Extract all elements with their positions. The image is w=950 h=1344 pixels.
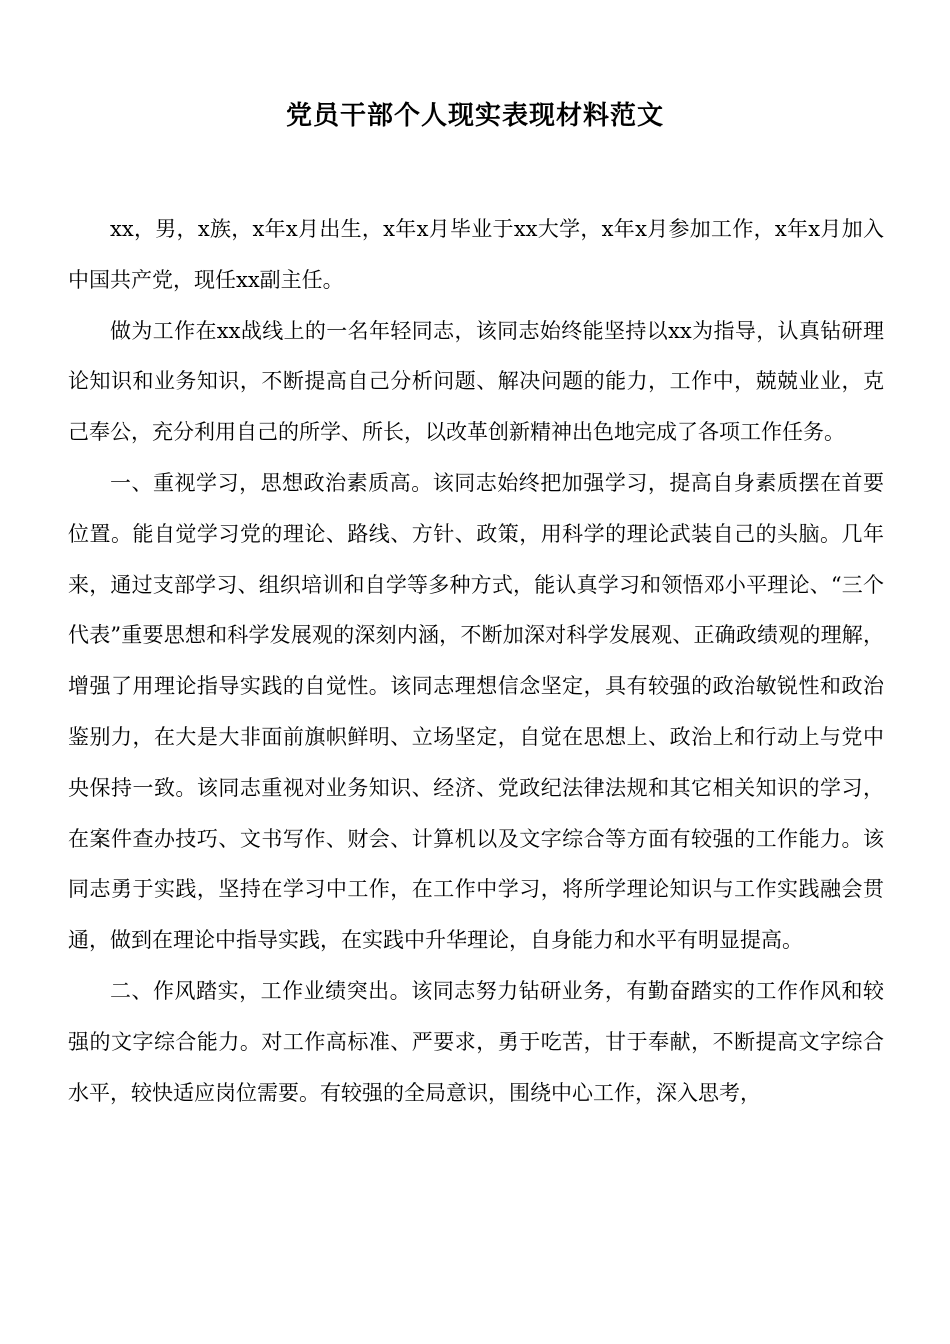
paragraph-work-style: 二、作风踏实，工作业绩突出。该同志努力钻研业务，有勤奋踏实的工作作风和较强的文字综合能力。对工作高标准、严要求，勇于吃苦，甘于奉献，不断提高文字综合水平，较快适应岗位需要。有较强的全局意识，围绕中心工作，深入思考， [68, 978, 884, 1105]
document-body [68, 204, 884, 1118]
paragraph-overview: 做为工作在xx战线上的一名年轻同志，该同志始终能坚持以xx为指导，认真钻研理论知识和业务知识，不断提高自己分析问题、解决问题的能力，工作中，兢兢业业，克己奉公，充分利用自己的所学、所长，以改革创新精神出色地完成了各项工作任务。 [68, 318, 884, 445]
paragraph-study: 一、重视学习，思想政治素质高。该同志始终把加强学习，提高自身素质摆在首要位置。能自觉学习党的理论、路线、方针、政策，用科学的理论武装自己的头脑。几年来，通过支部学习、组织培训和自学等多种方式，能认真学习和领悟邓小平理论、“三个代表”重要思想和科学发展观的深刻内涵，不断加深对科学发展观、正确政绩观的理解，增强了用理论指导实践的自觉性。该同志理想信念坚定，具有较强的政治敏锐性和政治鉴别力，在大是大非面前旗帜鲜明、立场坚定，自觉在思想上、政治上和行动上与党中央保持一致。该同志重视对业务知识、经济、党政纪法律法规和其它相关知识的学习，在案件查办技巧、文书写作、财会、计算机以及文字综合等方面有较强的工作能力。该同志勇于实践，坚持在学习中工作，在工作中学习，将所学理论知识与工作实践融会贯通，做到在理论中指导实践，在实践中升华理论，自身能力和水平有明显提高。 [68, 470, 884, 953]
document-title: 党员干部个人现实表现材料范文 [285, 101, 664, 131]
paragraph-personal-info: xx，男，x族，x年x月出生，x年x月毕业于xx大学，x年x月参加工作，x年x月加入中国共产党，现任xx副主任。 [68, 217, 884, 292]
